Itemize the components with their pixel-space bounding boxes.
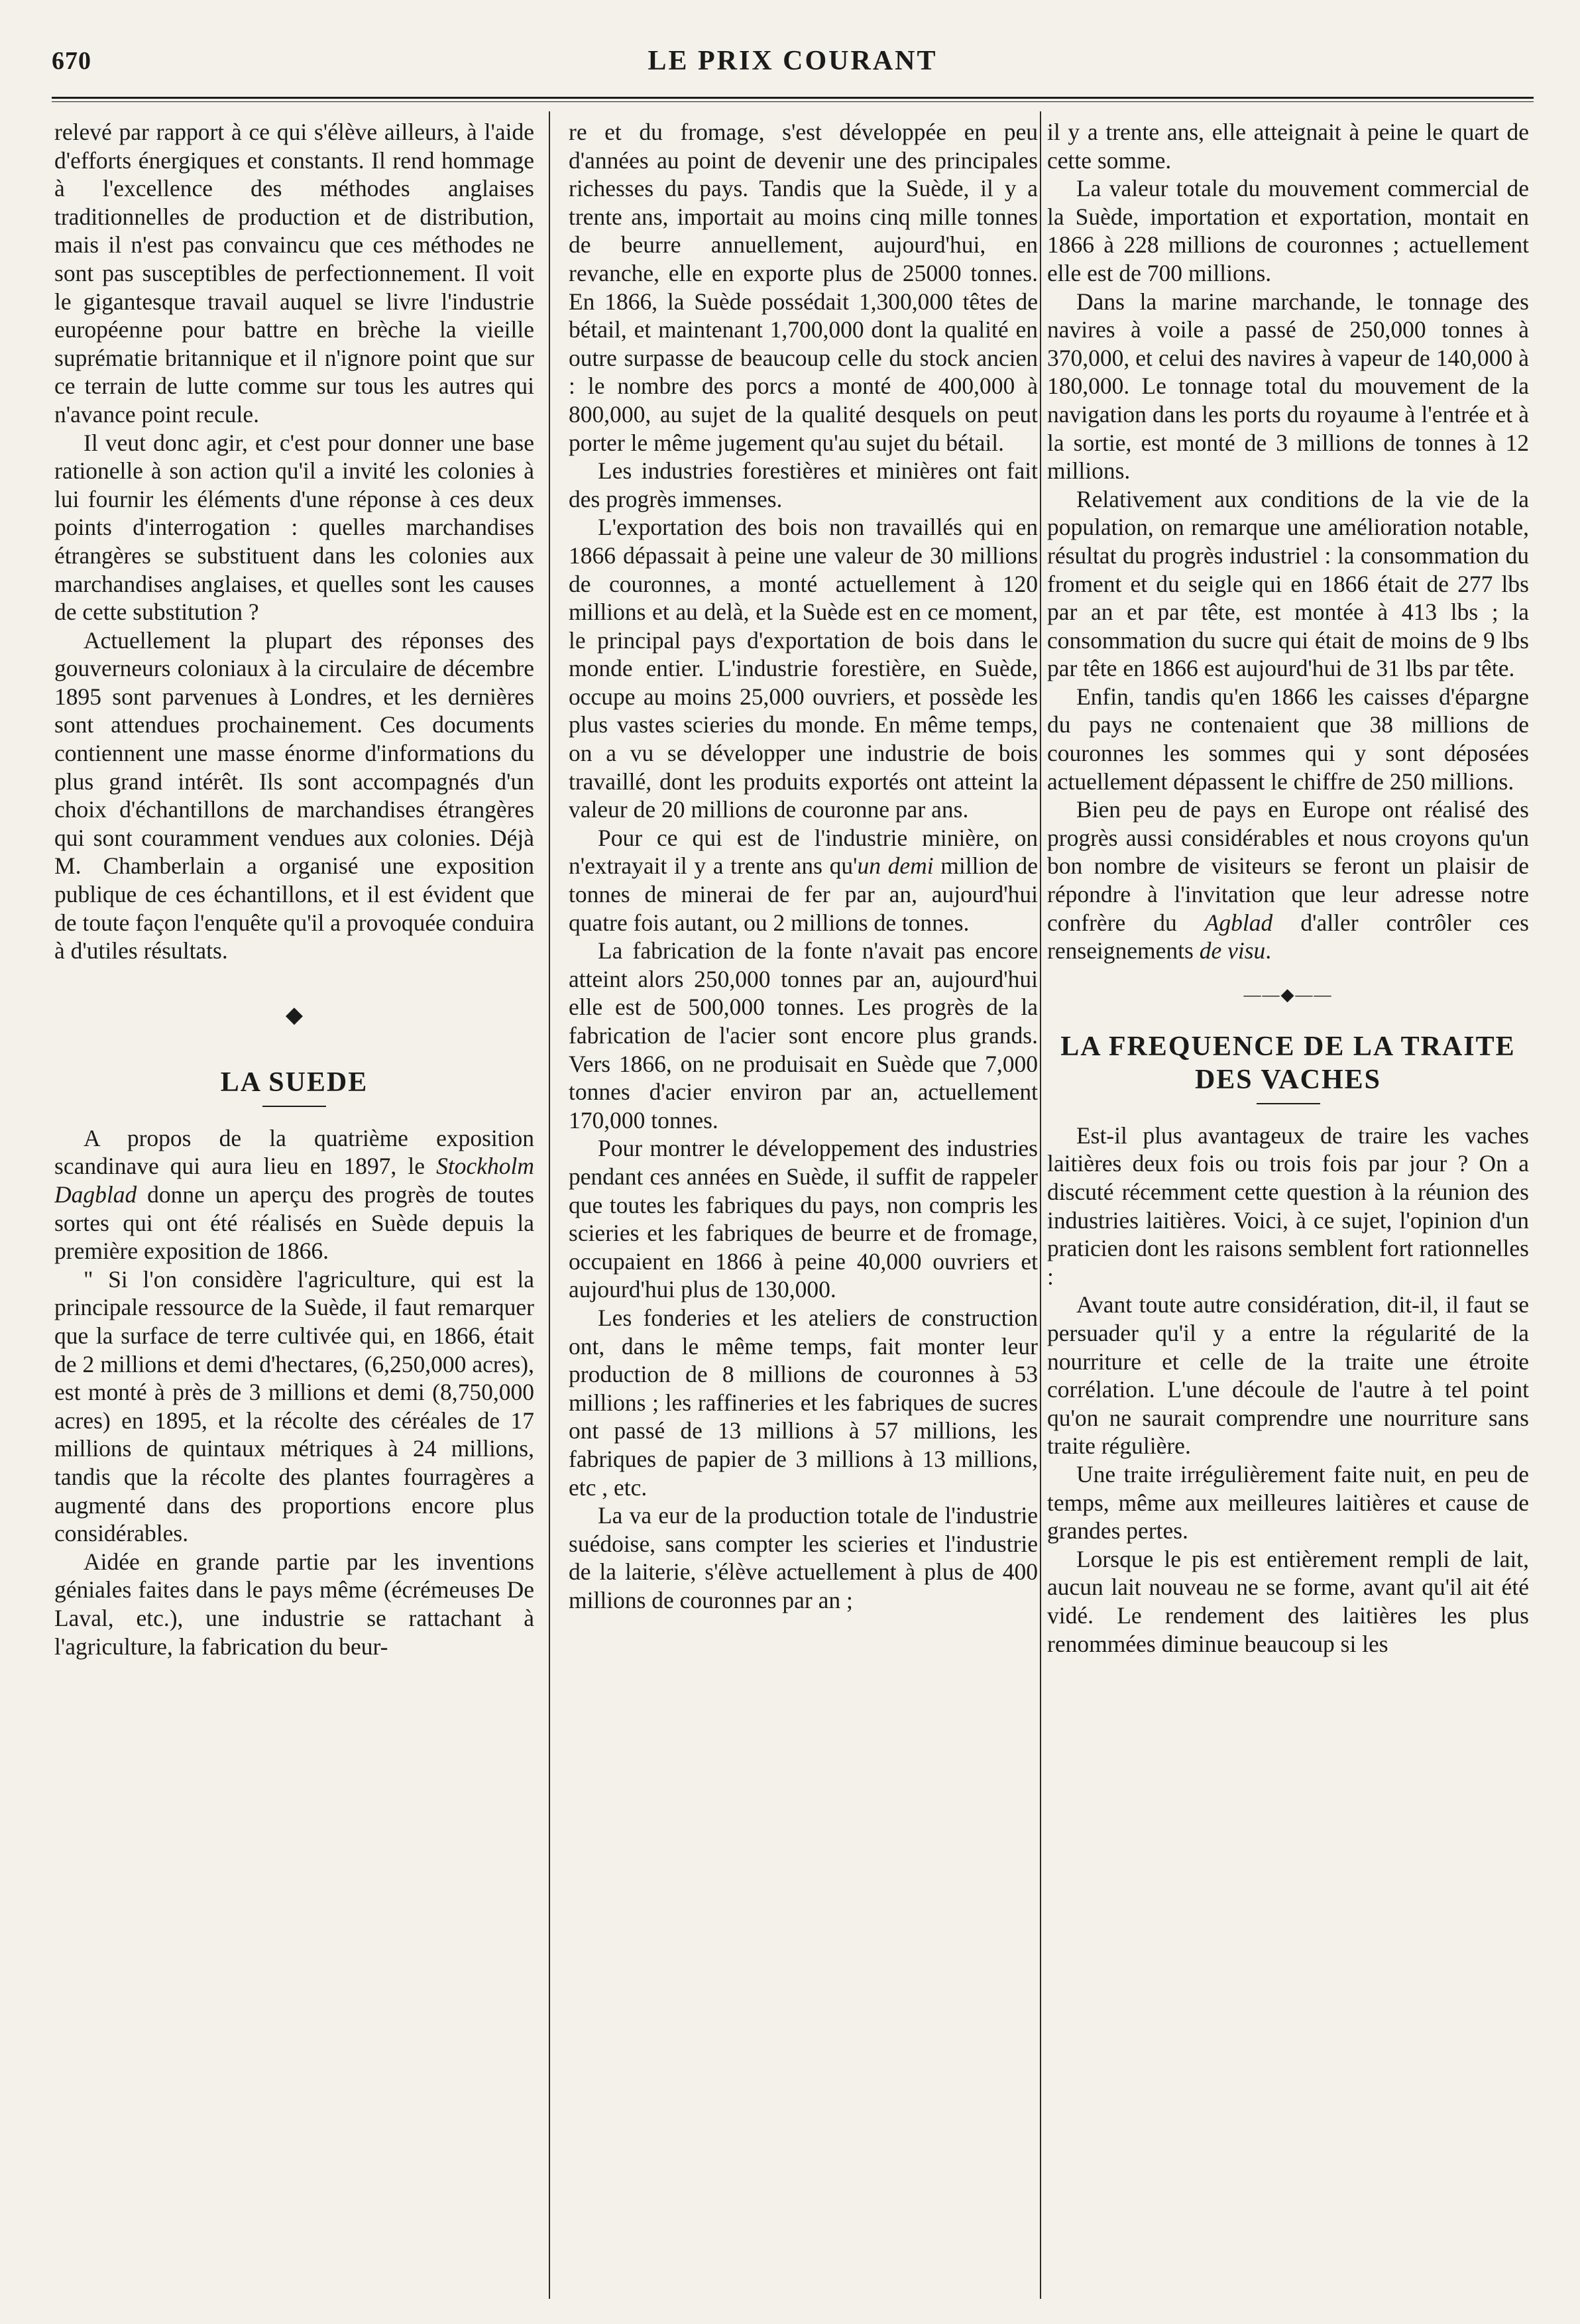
paragraph: L'exportation des bois non travaillés qui en 1866 dépassait à peine une valeur de 30 millions de couronnes, a monté actuellement à 120 millions et au delà, et la Suède est en ce moment, le principal pays d'exportation de bois dans le monde entier. L'industrie forestière, en Suède, occupe au moins 25,000 ouvriers, et possède les plus vastes scieries du monde. En même temps, on a vu se développer une industrie de bois travaillé, dont les produits exportés ont atteint la valeur de 20 millions de couronne par ans.	[569, 514, 1038, 823]
title-rule	[1257, 1103, 1320, 1104]
paragraph: La fabrication de la fonte n'avait pas encore atteint alors 250,000 tonnes par an, aujourd'hui elle est de 500,000 tonnes. Les progrès de la fabrication de l'acier sont encore plus grands. Vers 1866, on ne produisait en Suède que 7,000 tonnes d'acier environ par an, actuellement 170,000 tonnes.	[569, 937, 1038, 1133]
page-number: 670	[52, 47, 91, 75]
ornament-diamond: ◆	[285, 1002, 304, 1027]
paragraph	[54, 1124, 534, 1265]
italic-text: un demi	[857, 852, 934, 880]
text-run: .	[1265, 937, 1272, 964]
paragraph: Les fonderies et les ateliers de construction ont, dans le même temps, fait monter leur production de 8 millions de couronnes à 53 millions ; les raffineries et les fabriques de sucres ont passé de 13 millions à 57 millions, les fabriques de papier de 3 millions à 13 millions, etc , etc.	[569, 1304, 1038, 1501]
header-rule-thin	[52, 101, 1534, 102]
paragraph	[569, 824, 1038, 937]
section-title-suede: LA SUEDE	[220, 1067, 368, 1098]
paragraph: " Si l'on considère l'agriculture, qui est la principale ressource de la Suède, il faut remarquer que la surface de terre cultivée qui, en 1866, était de 2 millions et demi d'hectares, (6,250,000 acres), est monté à près de 3 millions et demi (8,750,000 acres) en 1895, et la récolte des céréales de 17 millions de quintaux métriques à 24 millions, tandis que la récolte des plantes fourragères a augmenté dans des proportions encore plus considérables.	[54, 1265, 534, 1547]
newspaper-name: Stockholm Dagblad	[54, 1153, 534, 1208]
title-rule	[262, 1106, 326, 1107]
paragraph: Dans la marine marchande, le tonnage des navires à voile a passé de 250,000 tonnes à 370,000, et celui des navires à vapeur de 140,000 à 180,000. Le tonnage total du mouvement de la navigation dans les ports du royaume à l'entrée et à la sortie, est monté de 3 millions de tonnes à 12 millions.	[1047, 288, 1529, 485]
paragraph: relevé par rapport à ce qui s'élève ailleurs, à l'aide d'efforts énergiques et constants. Il rend hommage à l'excellence des méthodes anglaises traditionnelles de production et de distribution, mais il n'est pas convaincu que ces méthodes ne sont pas susceptibles de perfectionnement. Il voit le gigantesque travail auquel se livre l'industrie européenne pour battre en brèche la vieille suprématie britannique et il n'ignore point que sur ce terrain de lutte comme sur tous les autres qui n'avance point recule.	[54, 119, 534, 428]
paragraph: La va eur de la production totale de l'industrie suédoise, sans compter les scieries et l'industrie de la laiterie, s'élève actuellement à plus de 400 millions de couronnes par an ;	[569, 1502, 1038, 1613]
paragraph: Aidée en grande partie par les inventions géniales faites dans le pays même (écrémeuses De Laval, etc.), une industrie se rattachant à l'agriculture, la fabrication du beur-	[54, 1548, 534, 1660]
paragraph: Actuellement la plupart des réponses des gouverneurs coloniaux à la circulaire de décembre 1895 sont parvenues à Londres, et les dernières sont attendues prochainement. Ces documents contiennent une masse énorme d'informations du plus grand intérêt. Ils sont accompagnés d'un choix d'échantillons de marchandises étrangères qui sont couramment vendues aux colonies. Déjà M. Chamberlain a organisé une exposition publique de ces échantillons, et il est évident que de toute façon l'enquête qu'il a provoquée conduira à d'utiles résultats.	[54, 626, 534, 964]
column-2	[569, 118, 1038, 2299]
paragraph: Avant toute autre considération, dit-il, il faut se persuader qu'il y a entre la régularité de la nourriture et celle de la traite une étroite corrélation. L'une découle de l'autre à tel point qu'on ne saurait comprendre une nourriture sans traite régulière.	[1047, 1291, 1529, 1460]
paragraph	[1047, 795, 1529, 965]
paragraph: Relativement aux conditions de la vie de la population, on remarque une amélioration notable, résultat du progrès industriel : la consommation du froment et du seigle qui en 1866 était de 277 lbs par an et par tête, est montée à 413 lbs ; la consommation du sucre qui était de moins de 9 lbs par tête en 1866 est aujourd'hui de 31 lbs par tête.	[1047, 485, 1529, 682]
italic-text: de visu	[1199, 937, 1266, 964]
paragraph: il y a trente ans, elle atteignait à peine le quart de cette somme.	[1047, 119, 1529, 174]
publication-title: LE PRIX COURANT	[648, 46, 938, 76]
paragraph: Il veut donc agir, et c'est pour donner une base rationelle à son action qu'il a invité les colonies à lui fournir les éléments d'une réponse à ces deux points d'interrogation : quelles marchandises étrangères se substituent dans les colonies aux marchandises anglaises, et quelles sont les causes de cette substitution ?	[54, 429, 534, 626]
paragraph: Lorsque le pis est entièrement rempli de lait, aucun lait nouveau ne se forme, avant qu'il ait été vidé. Le rendement des laitières les plus renommées diminue beaucoup si les	[1047, 1545, 1529, 1657]
text-run: million de tonnes de minerai de fer par an, aujourd'hui quatre fois autant, ou 2 millions de tonnes.	[569, 852, 1038, 936]
text-run: d'aller contrôler ces renseignements	[1047, 909, 1529, 964]
text-run: Bien peu de pays en Europe ont réalisé des progrès aussi considérables et nous croyons qu'un bon nombre de visiteurs se feront un plaisir de répondre à l'invitation que leur adresse notre confrère du	[1047, 796, 1529, 936]
text-run: donne un aperçu des progrès de toutes sortes qui ont été réalisés en Suède depuis la première exposition de 1866.	[54, 1181, 534, 1265]
paragraph: re et du fromage, s'est développée en peu d'années au point de devenir une des principales richesses du pays. Tandis que la Suède, il y a trente ans, importait au moins cinq mille tonnes de beurre annuellement, aujourd'hui, en revanche, elle en exporte plus de 25000 tonnes. En 1866, la Suède possédait 1,300,000 têtes de bétail, et maintenant 1,700,000 dont la qualité en outre surpasse de beaucoup celle du stock ancien : le nombre des porcs a monté de 400,000 à 800,000, au sujet de la qualité desquels on peut porter le même jugement qu'au sujet du bétail.	[569, 119, 1038, 456]
paragraph: Est-il plus avantageux de traire les vaches laitières deux fois ou trois fois par jour ? On a discuté récemment cette question à la réunion des industries laitières. Voici, à ce sujet, l'opinion d'un praticien dont les raisons semblent fort rationnelles :	[1047, 1122, 1529, 1290]
newspaper-name: Agblad	[1204, 909, 1273, 936]
paragraph: Enfin, tandis qu'en 1866 les caisses d'épargne du pays ne contenaient que 38 millions de couronnes les sommes qui y sont déposées actuellement dépassent le chiffre de 250 millions.	[1047, 683, 1529, 795]
text-run: A propos de la quatrième exposition scandinave qui aura lieu en 1897, le	[54, 1124, 534, 1180]
column-divider	[549, 111, 550, 2299]
paragraph: Une traite irrégulièrement faite nuit, en peu de temps, même aux meilleures laitières et cause de grandes pertes.	[1047, 1460, 1529, 1544]
column-1	[54, 118, 534, 2299]
column-divider	[1040, 111, 1041, 2299]
paragraph: Pour montrer le développement des industries pendant ces années en Suède, il suffit de rappeler que toutes les fabriques du pays, non compris les scieries et les fabriques de beurre et de fromage, occupaient en 1866 à peine 40,000 ouvriers et aujourd'hui plus de 130,000.	[569, 1135, 1038, 1303]
column-3	[1047, 118, 1529, 2299]
section-title-traite: LA FREQUENCE DE LA TRAITE DES VACHES	[1060, 1031, 1516, 1095]
paragraph: La valeur totale du mouvement commercial de la Suède, importation et exportation, montait en 1866 à 228 millions de couronnes ; actuellement elle est de 700 millions.	[1047, 175, 1529, 286]
header-rule	[52, 97, 1534, 99]
ornament-divider: ——◆——	[1243, 984, 1333, 1004]
paragraph: Les industries forestières et minières ont fait des progrès immenses.	[569, 457, 1038, 512]
text-run: Pour ce qui est de l'industrie minière, on n'extrayait il y a trente ans qu'	[569, 824, 1038, 880]
page-header	[52, 41, 1534, 81]
